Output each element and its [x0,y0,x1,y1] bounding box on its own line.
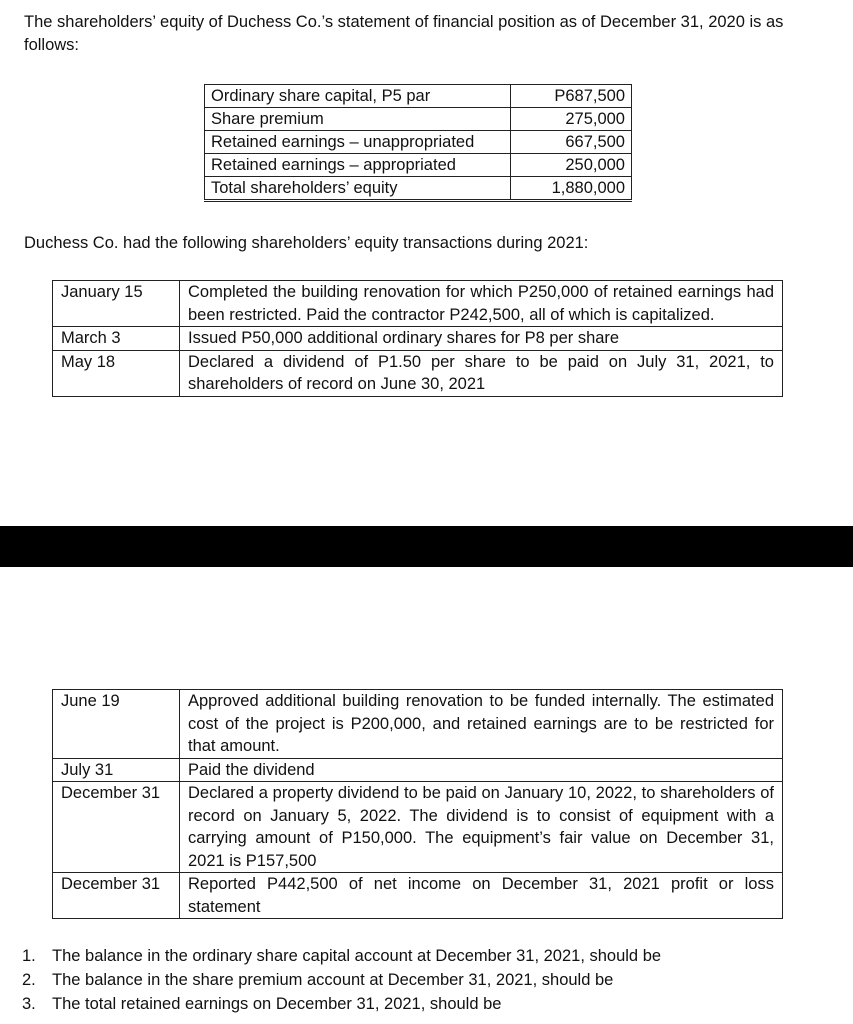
transaction-date: December 31 [53,782,180,873]
table-row [53,327,783,351]
transactions-intro: Duchess Co. had the following shareholders’ equity transactions during 2021: [24,234,589,252]
equity-amount: 250,000 [511,154,632,177]
question-item [22,968,661,992]
table-row [205,108,632,131]
transaction-date: July 31 [53,758,180,782]
table-row [53,281,783,327]
table-row [205,154,632,177]
equity-amount: 275,000 [511,108,632,131]
equity-label: Total shareholders’ equity [205,177,511,201]
equity-label: Retained earnings – appropriated [205,154,511,177]
table-row [53,690,783,759]
question-item [22,992,661,1016]
table-row [53,350,783,396]
equity-label: Retained earnings – unappropriated [205,131,511,154]
table-row [53,758,783,782]
question-number: 3. [22,995,36,1013]
transaction-description: Declared a dividend of P1.50 per share to be paid on July 31, 2021, to shareholders of record on June 30, 2021 [180,350,783,396]
transaction-description: Paid the dividend [180,758,783,782]
equity-table [204,84,632,202]
transactions-table-part1 [52,280,783,397]
table-row [205,131,632,154]
transaction-description: Declared a property dividend to be paid on January 10, 2022, to shareholders of record on January 5, 2022. The dividend is to consist of equipment with a carrying amount of P150,000. The equipment’s fair value on December 31, 2021 is P157,500 [180,782,783,873]
question-text: The balance in the share premium account at December 31, 2021, should be [52,971,614,989]
question-text: The total retained earnings on December 31, 2021, should be [52,995,502,1013]
redaction-bar [0,526,853,567]
transaction-description: Issued P50,000 additional ordinary shares for P8 per share [180,327,783,351]
equity-amount: 667,500 [511,131,632,154]
transaction-date: March 3 [53,327,180,351]
transaction-date: December 31 [53,873,180,919]
question-list [22,944,661,1016]
transaction-description: Reported P442,500 of net income on December 31, 2021 profit or loss statement [180,873,783,919]
question-item [22,944,661,968]
equity-amount: 1,880,000 [511,177,632,201]
table-row [53,873,783,919]
question-number: 2. [22,971,36,989]
transaction-description: Completed the building renovation for which P250,000 of retained earnings had been restricted. Paid the contractor P242,500, all of which is capitalized. [180,281,783,327]
intro-paragraph: The shareholders’ equity of Duchess Co.’s statement of financial position as of December 31, 2020 is as follows: [24,13,784,54]
transaction-date: January 15 [53,281,180,327]
transaction-date: May 18 [53,350,180,396]
equity-label: Ordinary share capital, P5 par [205,85,511,108]
equity-amount: P687,500 [511,85,632,108]
table-row [53,782,783,873]
transaction-description: Approved additional building renovation to be funded internally. The estimated cost of the project is P200,000, and retained earnings are to be restricted for that amount. [180,690,783,759]
transactions-table-part2 [52,689,783,919]
question-text: The balance in the ordinary share capital account at December 31, 2021, should be [52,947,662,965]
equity-label: Share premium [205,108,511,131]
transaction-date: June 19 [53,690,180,759]
total-row [205,177,632,201]
question-number: 1. [22,947,36,965]
table-row [205,85,632,108]
